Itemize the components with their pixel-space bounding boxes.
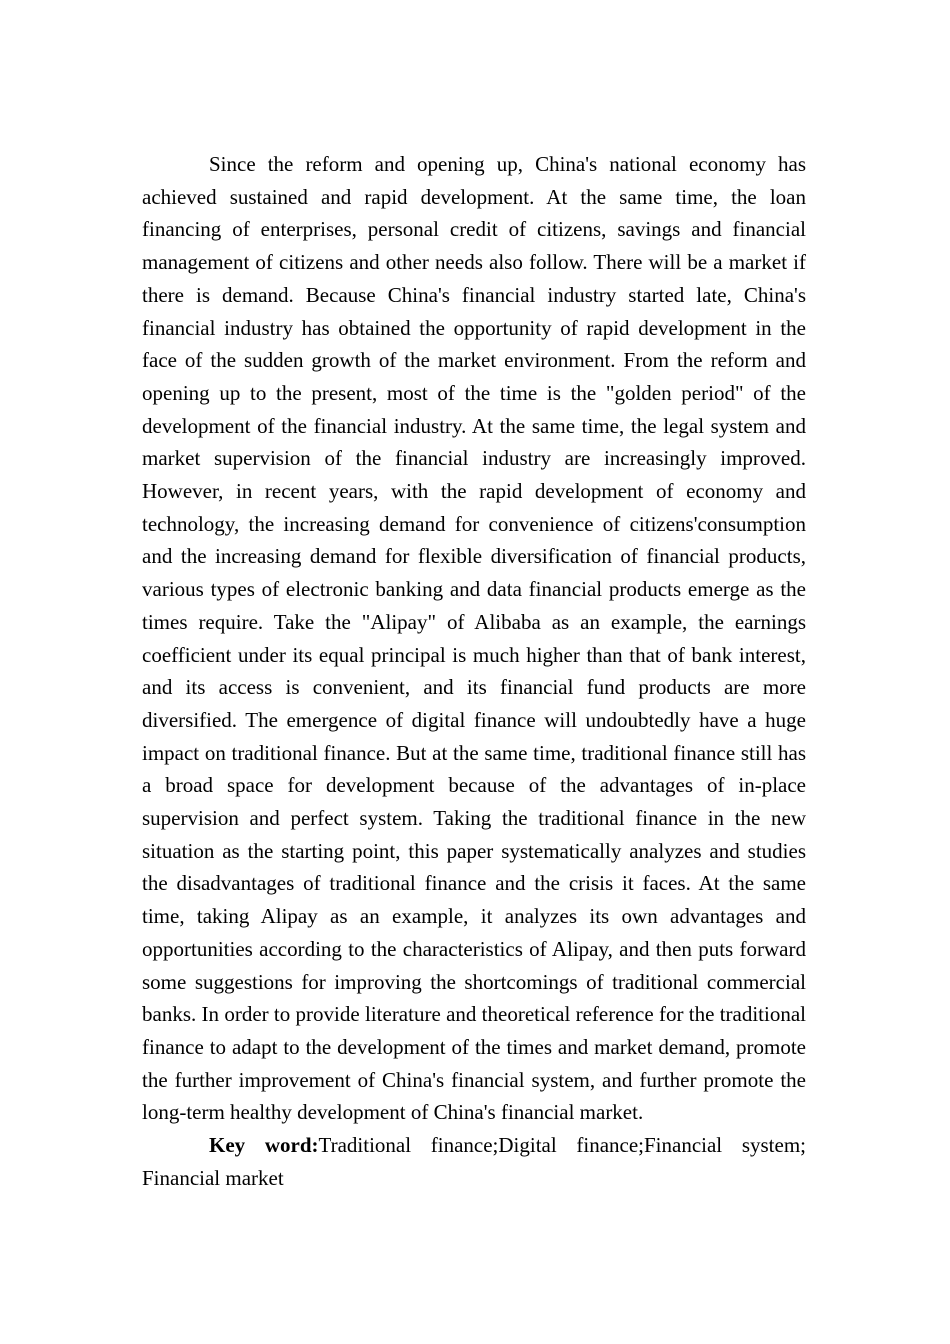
- keywords-label: Key word:: [209, 1133, 319, 1158]
- abstract-paragraph: Since the reform and opening up, China's national economy has achieved sustained and rapid development. At the same time, the loan financing of enterprises, personal credit of citizens, savings and financial management of citizens and other needs also follow. There will be a market if there is demand. Because China's financial industry started late, China's financial industry has obtained the opportunity of rapid development in the face of the sudden growth of the market environment. From the reform and opening up to the present, most of the time is the "golden period" of the development of the financial industry. At the same time, the legal system and market supervision of the financial industry are increasingly improved. However, in recent years, with the rapid development of economy and technology, the increasing demand for convenience of citizens'consumption and the increasing demand for flexible diversification of financial products, various types of electronic banking and data financial products emerge as the times require. Take the "Alipay" of Alibaba as an example, the earnings coefficient under its equal principal is much higher than that of bank interest, and its access is convenient, and its financial fund products are more diversified. The emergence of digital finance will undoubtedly have a huge impact on traditional finance. But at the same time, traditional finance still has a broad space for development because of the advantages of in-place supervision and perfect system. Taking the traditional finance in the new situation as the starting point, this paper systematically analyzes and studies the disadvantages of traditional finance and the crisis it faces. At the same time, taking Alipay as an example, it analyzes its own advantages and opportunities according to the characteristics of Alipay, and then puts forward some suggestions for improving the shortcomings of traditional commercial banks. In order to provide literature and theoretical reference for the traditional finance to adapt to the development of the times and market demand, promote the further improvement of China's financial system, and further promote the long-term healthy development of China's financial market.: [142, 152, 806, 1125]
- text-column: [142, 148, 806, 1195]
- keywords-value: Traditional finance;Digital finance;Financial system; Financial market: [142, 1133, 806, 1190]
- keywords-paragraph: [142, 1129, 806, 1194]
